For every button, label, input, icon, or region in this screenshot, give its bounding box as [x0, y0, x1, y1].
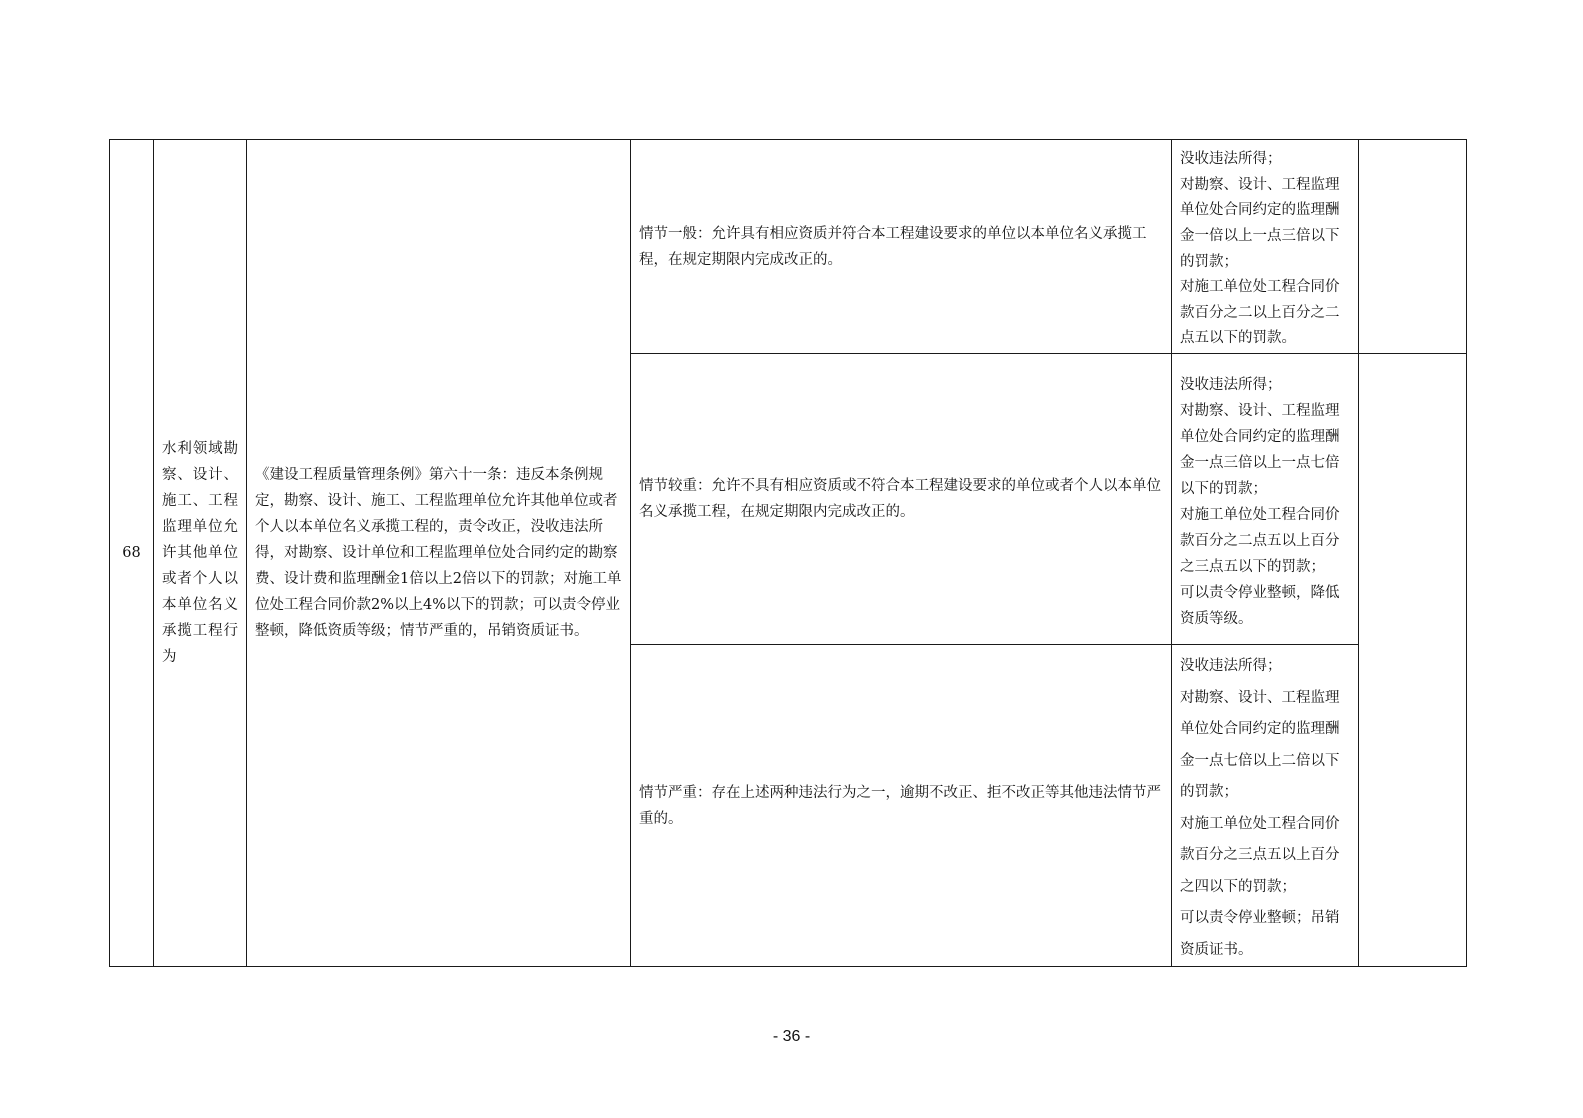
penalty-standard-serious: [1172, 354, 1359, 645]
page-number: - 36 -: [772, 1028, 811, 1045]
note-cell: [1359, 354, 1467, 967]
standard-line: 对施工单位处工程合同价款百分之三点五以上百分之四以下的罚款；: [1180, 815, 1340, 895]
table-row: [110, 140, 1467, 354]
standard-line: 可以责令停业整顿，降低资质等级。: [1180, 584, 1340, 627]
standard-line: 可以责令停业整顿；吊销资质证书。: [1180, 910, 1340, 958]
circumstance-general: 情节一般：允许具有相应资质并符合本工程建设要求的单位以本单位名义承揽工程，在规定期限内完成改正的。: [631, 140, 1172, 354]
penalty-standard-severe: [1172, 645, 1359, 967]
standard-line: 对勘察、设计、工程监理单位处合同约定的监理酬金一点七倍以上二倍以下的罚款；: [1180, 689, 1340, 800]
standard-line: 对勘察、设计、工程监理单位处合同约定的监理酬金一点三倍以上一点七倍以下的罚款；: [1180, 402, 1340, 497]
standard-line: 对施工单位处工程合同价款百分之二点五以上百分之三点五以下的罚款；: [1180, 506, 1340, 575]
penalty-standard-table: [109, 139, 1467, 967]
standard-line: 没收违法所得；: [1180, 376, 1282, 393]
legal-basis: 《建设工程质量管理条例》第六十一条：违反本条例规定，勘察、设计、施工、工程监理单位允许其他单位或者个人以本单位名义承揽工程的，责令改正，没收违法所得，对勘察、设计单位和工程监理单位处合同约定的勘察费、设计费和监理酬金1倍以上2倍以下的罚款；对施工单位处工程合同价款2%以上4%以下的罚款；可以责令停业整顿，降低资质等级；情节严重的，吊销资质证书。: [247, 140, 631, 967]
standard-line: 没收违法所得；: [1180, 151, 1282, 168]
circumstance-severe: 情节严重：存在上述两种违法行为之一，逾期不改正、拒不改正等其他违法情节严重的。: [631, 645, 1172, 967]
note-cell-general: [1359, 140, 1467, 354]
row-number: 68: [110, 140, 154, 967]
violation-item: 水利领域勘察、设计、施工、工程监理单位允许其他单位或者个人以本单位名义承揽工程行为: [154, 140, 247, 967]
standard-line: 对勘察、设计、工程监理单位处合同约定的监理酬金一倍以上一点三倍以下的罚款；: [1180, 176, 1340, 270]
standard-line: 没收违法所得；: [1180, 658, 1282, 674]
penalty-standard-general: [1172, 140, 1359, 354]
circumstance-serious: 情节较重：允许不具有相应资质或不符合本工程建设要求的单位或者个人以本单位名义承揽工程，在规定期限内完成改正的。: [631, 354, 1172, 645]
standard-line: 对施工单位处工程合同价款百分之二以上百分之二点五以下的罚款。: [1180, 279, 1340, 347]
